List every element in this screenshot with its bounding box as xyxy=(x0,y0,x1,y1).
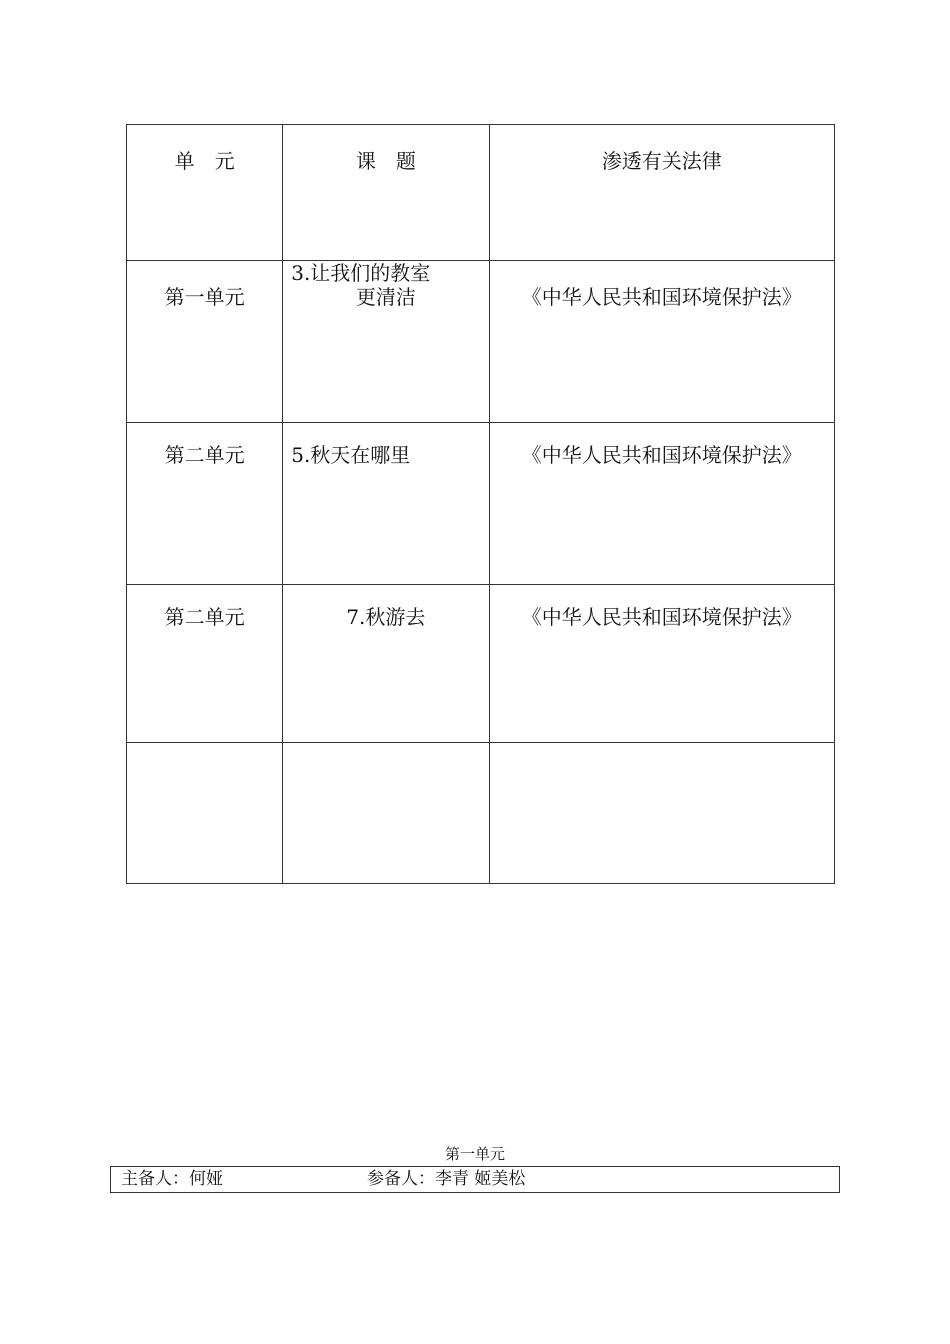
unit-cell xyxy=(127,423,283,585)
main-preparer: 主备人：何娅 xyxy=(121,1169,223,1189)
law-cell xyxy=(489,423,835,585)
topic-line-1: 3.让我们的教室 xyxy=(291,261,431,285)
header-topic-label: 课 题 xyxy=(355,149,416,173)
law-label: 《中华人民共和国环境保护法》 xyxy=(521,443,802,467)
header-unit xyxy=(127,125,283,261)
table-row xyxy=(127,423,835,585)
law-label: 《中华人民共和国环境保护法》 xyxy=(521,285,802,309)
law-cell xyxy=(489,261,835,423)
topic-cell xyxy=(283,743,489,884)
law-cell xyxy=(489,743,835,884)
header-law xyxy=(489,125,835,261)
header-law-label: 渗透有关法律 xyxy=(601,149,722,173)
table-header-row xyxy=(127,125,835,261)
table-row xyxy=(127,261,835,423)
preparer-info-box xyxy=(110,1166,840,1193)
unit-cell xyxy=(127,743,283,884)
law-label: 《中华人民共和国环境保护法》 xyxy=(521,605,802,629)
table-row xyxy=(127,585,835,743)
unit-cell xyxy=(127,585,283,743)
law-cell xyxy=(489,585,835,743)
unit-label: 第二单元 xyxy=(164,443,245,467)
topic-cell xyxy=(283,423,489,585)
table-row xyxy=(127,743,835,884)
unit-label: 第二单元 xyxy=(164,605,245,629)
header-unit-label: 单 元 xyxy=(174,149,235,173)
topic-label: 5.秋天在哪里 xyxy=(291,443,411,467)
law-infiltration-table xyxy=(126,124,835,884)
header-topic xyxy=(283,125,489,261)
topic-label: 7.秋游去 xyxy=(346,605,426,629)
topic-cell xyxy=(283,261,489,423)
unit-cell xyxy=(127,261,283,423)
unit-label: 第一单元 xyxy=(164,285,245,309)
topic-line-2: 更清洁 xyxy=(355,285,416,309)
co-preparers: 参备人：李青 姬美松 xyxy=(367,1169,526,1189)
footer-unit-title: 第一单元 xyxy=(444,1145,505,1163)
topic-cell xyxy=(283,585,489,743)
